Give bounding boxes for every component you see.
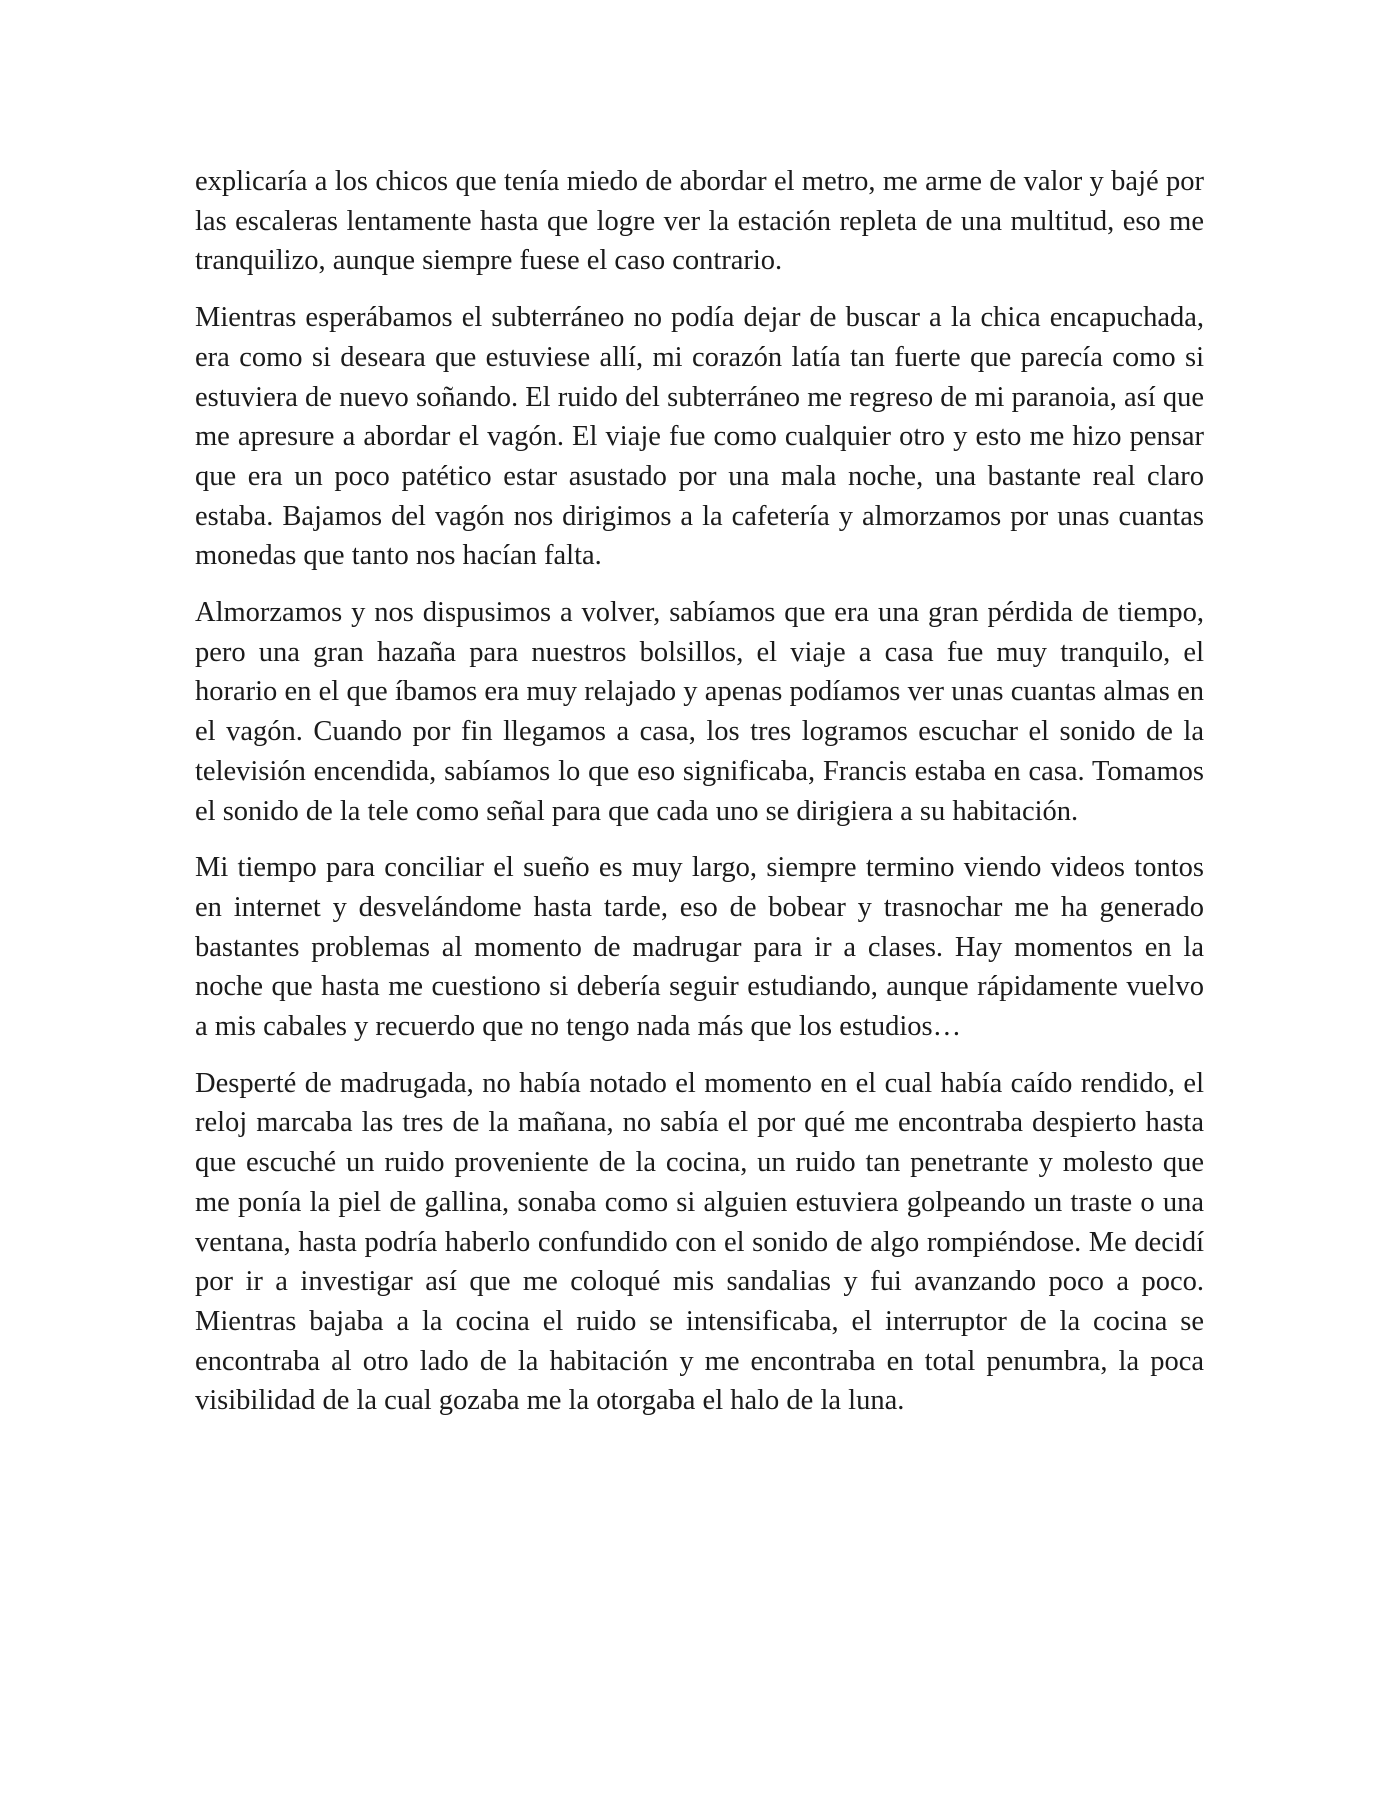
paragraph-3: Almorzamos y nos dispusimos a volver, sabíamos que era una gran pérdida de tiempo, pero una gran hazaña para nuestros bolsillos, el viaje a casa fue muy tranquilo, el horario en el que íbamos era muy relajado y apenas podíamos ver unas cuantas almas en el vagón. Cuando por fin llegamos a casa, los tres logramos escuchar el sonido de la televisión encendida, sabíamos lo que eso significaba, Francis estaba en casa. Tomamos el sonido de la tele como señal para que cada uno se dirigiera a su habitación. [195,597,1204,827]
body-text [195,162,1204,1438]
paragraph-1: explicaría a los chicos que tenía miedo de abordar el metro, me arme de valor y bajé por las escaleras lentamente hasta que logre ver la estación repleta de una multitud, eso me tranquilizo, aunque siempre fuese el caso contrario. [195,166,1204,277]
paragraph-5: Desperté de madrugada, no había notado el momento en el cual había caído rendido, el reloj marcaba las tres de la mañana, no sabía el por qué me encontraba despierto hasta que escuché un ruido proveniente de la cocina, un ruido tan penetrante y molesto que me ponía la piel de gallina, sonaba como si alguien estuviera golpeando un traste o una ventana, hasta podría haberlo confundido con el sonido de algo rompiéndose. Me decidí por ir a investigar así que me coloqué mis sandalias y fui avanzando poco a poco. Mientras bajaba a la cocina el ruido se intensificaba, el interruptor de la cocina se encontraba al otro lado de la habitación y me encontraba en total penumbra, la poca visibilidad de la cual gozaba me la otorgaba el halo de la luna. [195,1067,1204,1417]
paragraph-4: Mi tiempo para conciliar el sueño es muy largo, siempre termino viendo videos tontos en internet y desvelándome hasta tarde, eso de bobear y trasnochar me ha generado bastantes problemas al momento de madrugar para ir a clases. Hay momentos en la noche que hasta me cuestiono si debería seguir estudiando, aunque rápidamente vuelvo a mis cabales y recuerdo que no tengo nada más que los estudios… [195,852,1204,1043]
paragraph-2: Mientras esperábamos el subterráneo no podía dejar de buscar a la chica encapuchada, era como si deseara que estuviese allí, mi corazón latía tan fuerte que parecía como si estuviera de nuevo soñando. El ruido del subterráneo me regreso de mi paranoia, así que me apresure a abordar el vagón. El viaje fue como cualquier otro y esto me hizo pensar que era un poco patético estar asustado por una mala noche, una bastante real claro estaba. Bajamos del vagón nos dirigimos a la cafetería y almorzamos por unas cuantas monedas que tanto nos hacían falta. [195,302,1204,572]
